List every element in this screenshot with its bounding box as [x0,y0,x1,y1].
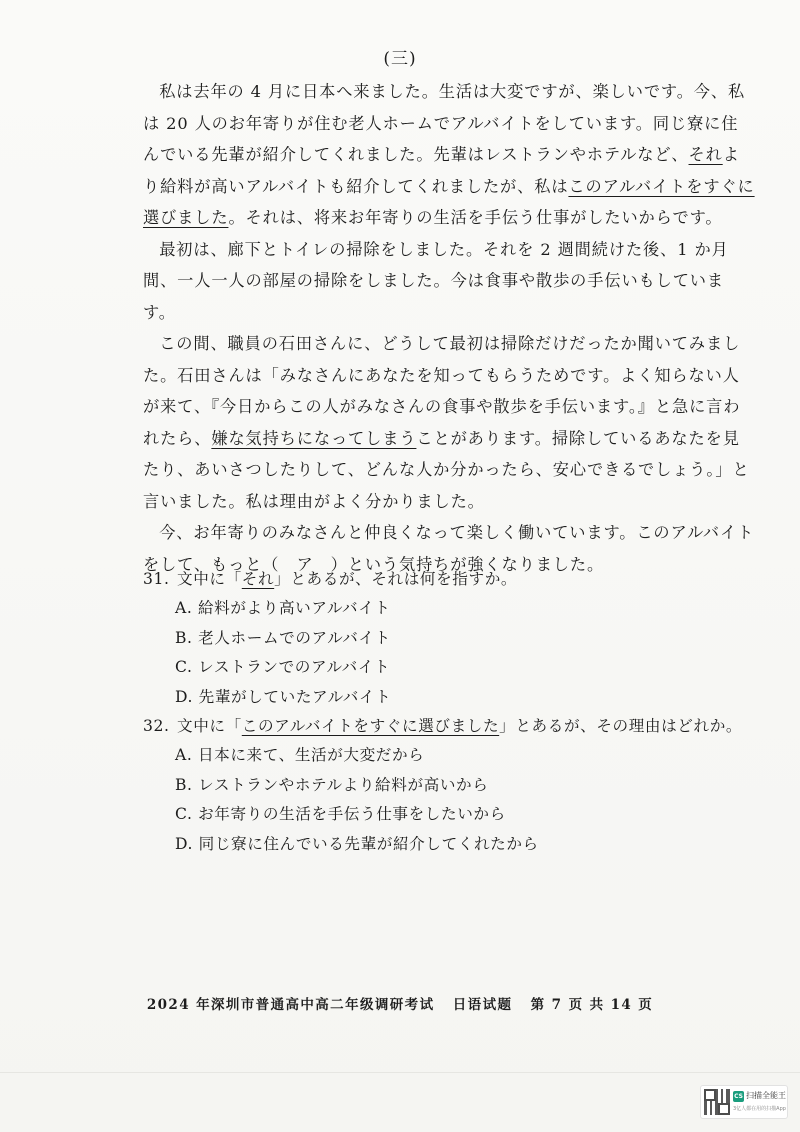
answer-option-a: A. 給料がより高いアルバイト [175,599,391,617]
question-number: 32. [143,717,170,735]
answer-option-d: D. 先輩がしていたアルバイト [175,687,392,706]
answer-option-c: C. お年寄りの生活を手伝う仕事をしたいから [175,805,506,823]
stem-text: 」とあるが、その理由はどれか。 [499,717,743,735]
passage-text: 。それは、将来お年寄りの生活を手伝う仕事がしたいからです。 [228,208,723,227]
blank-a: （ ア ） [262,554,348,574]
scanner-watermark-badge [700,1085,788,1119]
answer-option-b: B. 老人ホームでのアルバイト [175,628,391,647]
answer-option-c: C. レストランでのアルバイト [175,658,391,676]
section-title: (三) [383,49,417,69]
answer-options [143,594,755,712]
question-list [143,565,755,859]
qr-code-icon [704,1089,730,1115]
scanner-badge-title: 扫描全能王 [746,1091,786,1100]
reading-passage [143,76,755,580]
page-footer: 2024 年深圳市普通高中高二年级调研考试 日语试题 第 7 页 共 14 页 [146,997,654,1013]
camscanner-logo-icon: CS [734,1093,743,1100]
underlined-phrase-feeling: 嫌な気持ちになってしまう [211,428,417,448]
scanner-badge-subtitle: 3亿人都在用的扫描App [733,1106,786,1112]
answer-option-a: A. 日本に来て、生活が大変だから [175,746,425,764]
question-31 [143,565,755,712]
passage-paragraph-2: 最初は、廊下とトイレの掃除をしました。それを 2 週間続けた後、1 か月間、一人一人の部屋の掃除をしました。今は食事や散歩の手伝いもしています。 [143,239,729,322]
answer-options [143,741,755,859]
stem-underlined-text: このアルバイトをすぐに選びました [241,717,500,735]
answer-option-d: D. 同じ寮に住んでいる先輩が紹介してくれたから [175,834,539,853]
question-stem [143,712,755,741]
passage-text: 今、お年寄りのみなさんと仲良くなって楽しく働いています。このアルバイトをして、もっと [143,523,755,574]
stem-text: 文中に「 [177,717,242,735]
passage-text: 私は去年の 4 月に日本へ来ました。生活は大変ですが、楽しいです。今、私は 20 人のお年寄りが住む老人ホームでアルバイトをしています。同じ寮に住んでいる先輩が紹介してくれました。先輩はレストランやホテルなど、 [143,82,746,164]
passage-text: ことがあります。掃除しているあなたを見たり、あいさつしたりして、どんな人か分かったら、安心できるでしょう。」と言いました。私は理由がよく分かりました。 [143,428,750,511]
page-divider [0,1072,800,1073]
answer-option-b: B. レストランやホテルより給料が高いから [175,775,489,794]
stem-text: 文中に「 [177,570,242,588]
passage-paragraph-1 [143,76,755,234]
underlined-phrase-sore: それ [688,145,723,164]
stem-text: 」とあるが、それは何を指すか。 [274,570,518,588]
stem-underlined-text: それ [241,570,275,588]
passage-paragraph-3 [143,328,755,517]
question-stem [143,565,755,594]
underlined-phrase-choice: このアルバイトをすぐに選びました [143,176,755,227]
passage-text: この間、職員の石田さんに、どうして最初は掃除だけだったか聞いてみました。石田さんは「みなさんにあなたを知ってもらうためです。よく知らない人が来て、『今日からこの人がみなさんの食事や散歩を手伝います。』と急に言われたら、 [143,334,741,448]
question-32 [143,712,755,859]
question-number: 31. [143,570,170,588]
passage-text: より給料が高いアルバイトも紹介してくれましたが、私は [143,145,740,196]
passage-text: という気持ちが強くなりました。 [347,554,605,574]
